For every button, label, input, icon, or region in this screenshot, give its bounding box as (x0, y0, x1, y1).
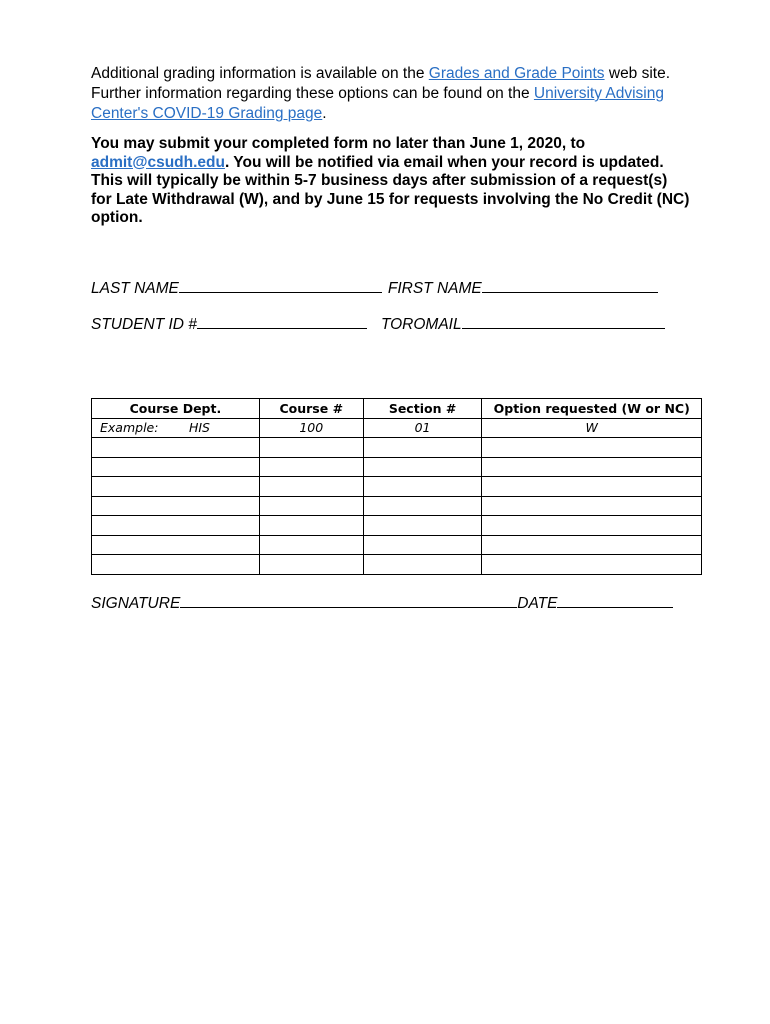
section-cell[interactable] (363, 477, 482, 497)
student-id-label: STUDENT ID # (91, 316, 197, 333)
intro-paragraph (91, 64, 691, 124)
section-cell[interactable] (363, 516, 482, 536)
option-cell[interactable] (482, 457, 702, 477)
table-row (92, 438, 702, 458)
table-row-example (92, 418, 702, 438)
example-dept-cell (92, 418, 260, 438)
name-row (91, 278, 664, 298)
option-cell[interactable] (482, 496, 702, 516)
date-field[interactable] (557, 593, 673, 608)
course-cell[interactable] (259, 535, 363, 555)
signature-field[interactable] (180, 593, 517, 608)
table-row (92, 555, 702, 575)
student-id-field[interactable] (197, 314, 367, 329)
option-cell[interactable] (482, 438, 702, 458)
last-name-label: LAST NAME (91, 280, 179, 297)
option-cell[interactable] (482, 477, 702, 497)
table-row (92, 477, 702, 497)
table-row (92, 535, 702, 555)
signature-row (91, 593, 679, 613)
example-course: 100 (259, 418, 363, 438)
option-cell[interactable] (482, 535, 702, 555)
course-cell[interactable] (259, 438, 363, 458)
course-cell[interactable] (259, 516, 363, 536)
option-cell[interactable] (482, 516, 702, 536)
table-header-row (92, 399, 702, 419)
course-cell[interactable] (259, 477, 363, 497)
date-label: DATE (517, 595, 558, 612)
notice-text-1: You may submit your completed form no later than June 1, 2020, to (91, 135, 586, 152)
course-cell[interactable] (259, 496, 363, 516)
email-link[interactable]: admit@csudh.edu (91, 153, 225, 171)
course-cell[interactable] (259, 555, 363, 575)
notice-text-2: . You will be notified via email when your record is updated. This will typically be within 5-7 business days after submission of a request(s) for Late Withdrawal (W), and by June 15 for requests involving the No Credit (NC) option. (91, 153, 690, 226)
section-cell[interactable] (363, 535, 482, 555)
signature-label: SIGNATURE (91, 595, 181, 612)
section-cell[interactable] (363, 496, 482, 516)
table-row (92, 457, 702, 477)
table-row (92, 496, 702, 516)
course-table (91, 398, 702, 575)
table-row (92, 516, 702, 536)
section-cell[interactable] (363, 555, 482, 575)
header-option-requested: Option requested (W or NC) (482, 399, 702, 419)
header-course-dept: Course Dept. (92, 399, 260, 419)
course-cell[interactable] (259, 457, 363, 477)
first-name-field[interactable] (482, 278, 658, 293)
submission-notice (91, 135, 691, 228)
last-name-field[interactable] (179, 278, 382, 293)
dept-cell[interactable] (92, 516, 260, 536)
intro-text-1: Additional grading information is available on the (91, 65, 429, 82)
intro-text-3: Further information regarding these options can be found on the (91, 85, 534, 102)
dept-cell[interactable] (92, 438, 260, 458)
id-row (91, 314, 671, 334)
intro-text-2: web site. (604, 65, 671, 82)
example-dept: HIS (188, 420, 210, 436)
section-cell[interactable] (363, 457, 482, 477)
dept-cell[interactable] (92, 457, 260, 477)
header-course-number: Course # (259, 399, 363, 419)
option-cell[interactable] (482, 555, 702, 575)
example-label: Example: (100, 420, 159, 436)
dept-cell[interactable] (92, 496, 260, 516)
grades-link[interactable]: Grades and Grade Points (428, 65, 605, 82)
toromail-label: TOROMAIL (380, 316, 462, 333)
dept-cell[interactable] (92, 555, 260, 575)
toromail-field[interactable] (462, 314, 665, 329)
advising-link[interactable]: University Advising Center's COVID-19 Grading page (91, 85, 664, 122)
example-option: W (482, 418, 702, 438)
header-section-number: Section # (363, 399, 482, 419)
intro-text-4: . (322, 105, 327, 122)
dept-cell[interactable] (92, 477, 260, 497)
dept-cell[interactable] (92, 535, 260, 555)
first-name-label: FIRST NAME (387, 280, 482, 297)
example-section: 01 (363, 418, 482, 438)
section-cell[interactable] (363, 438, 482, 458)
